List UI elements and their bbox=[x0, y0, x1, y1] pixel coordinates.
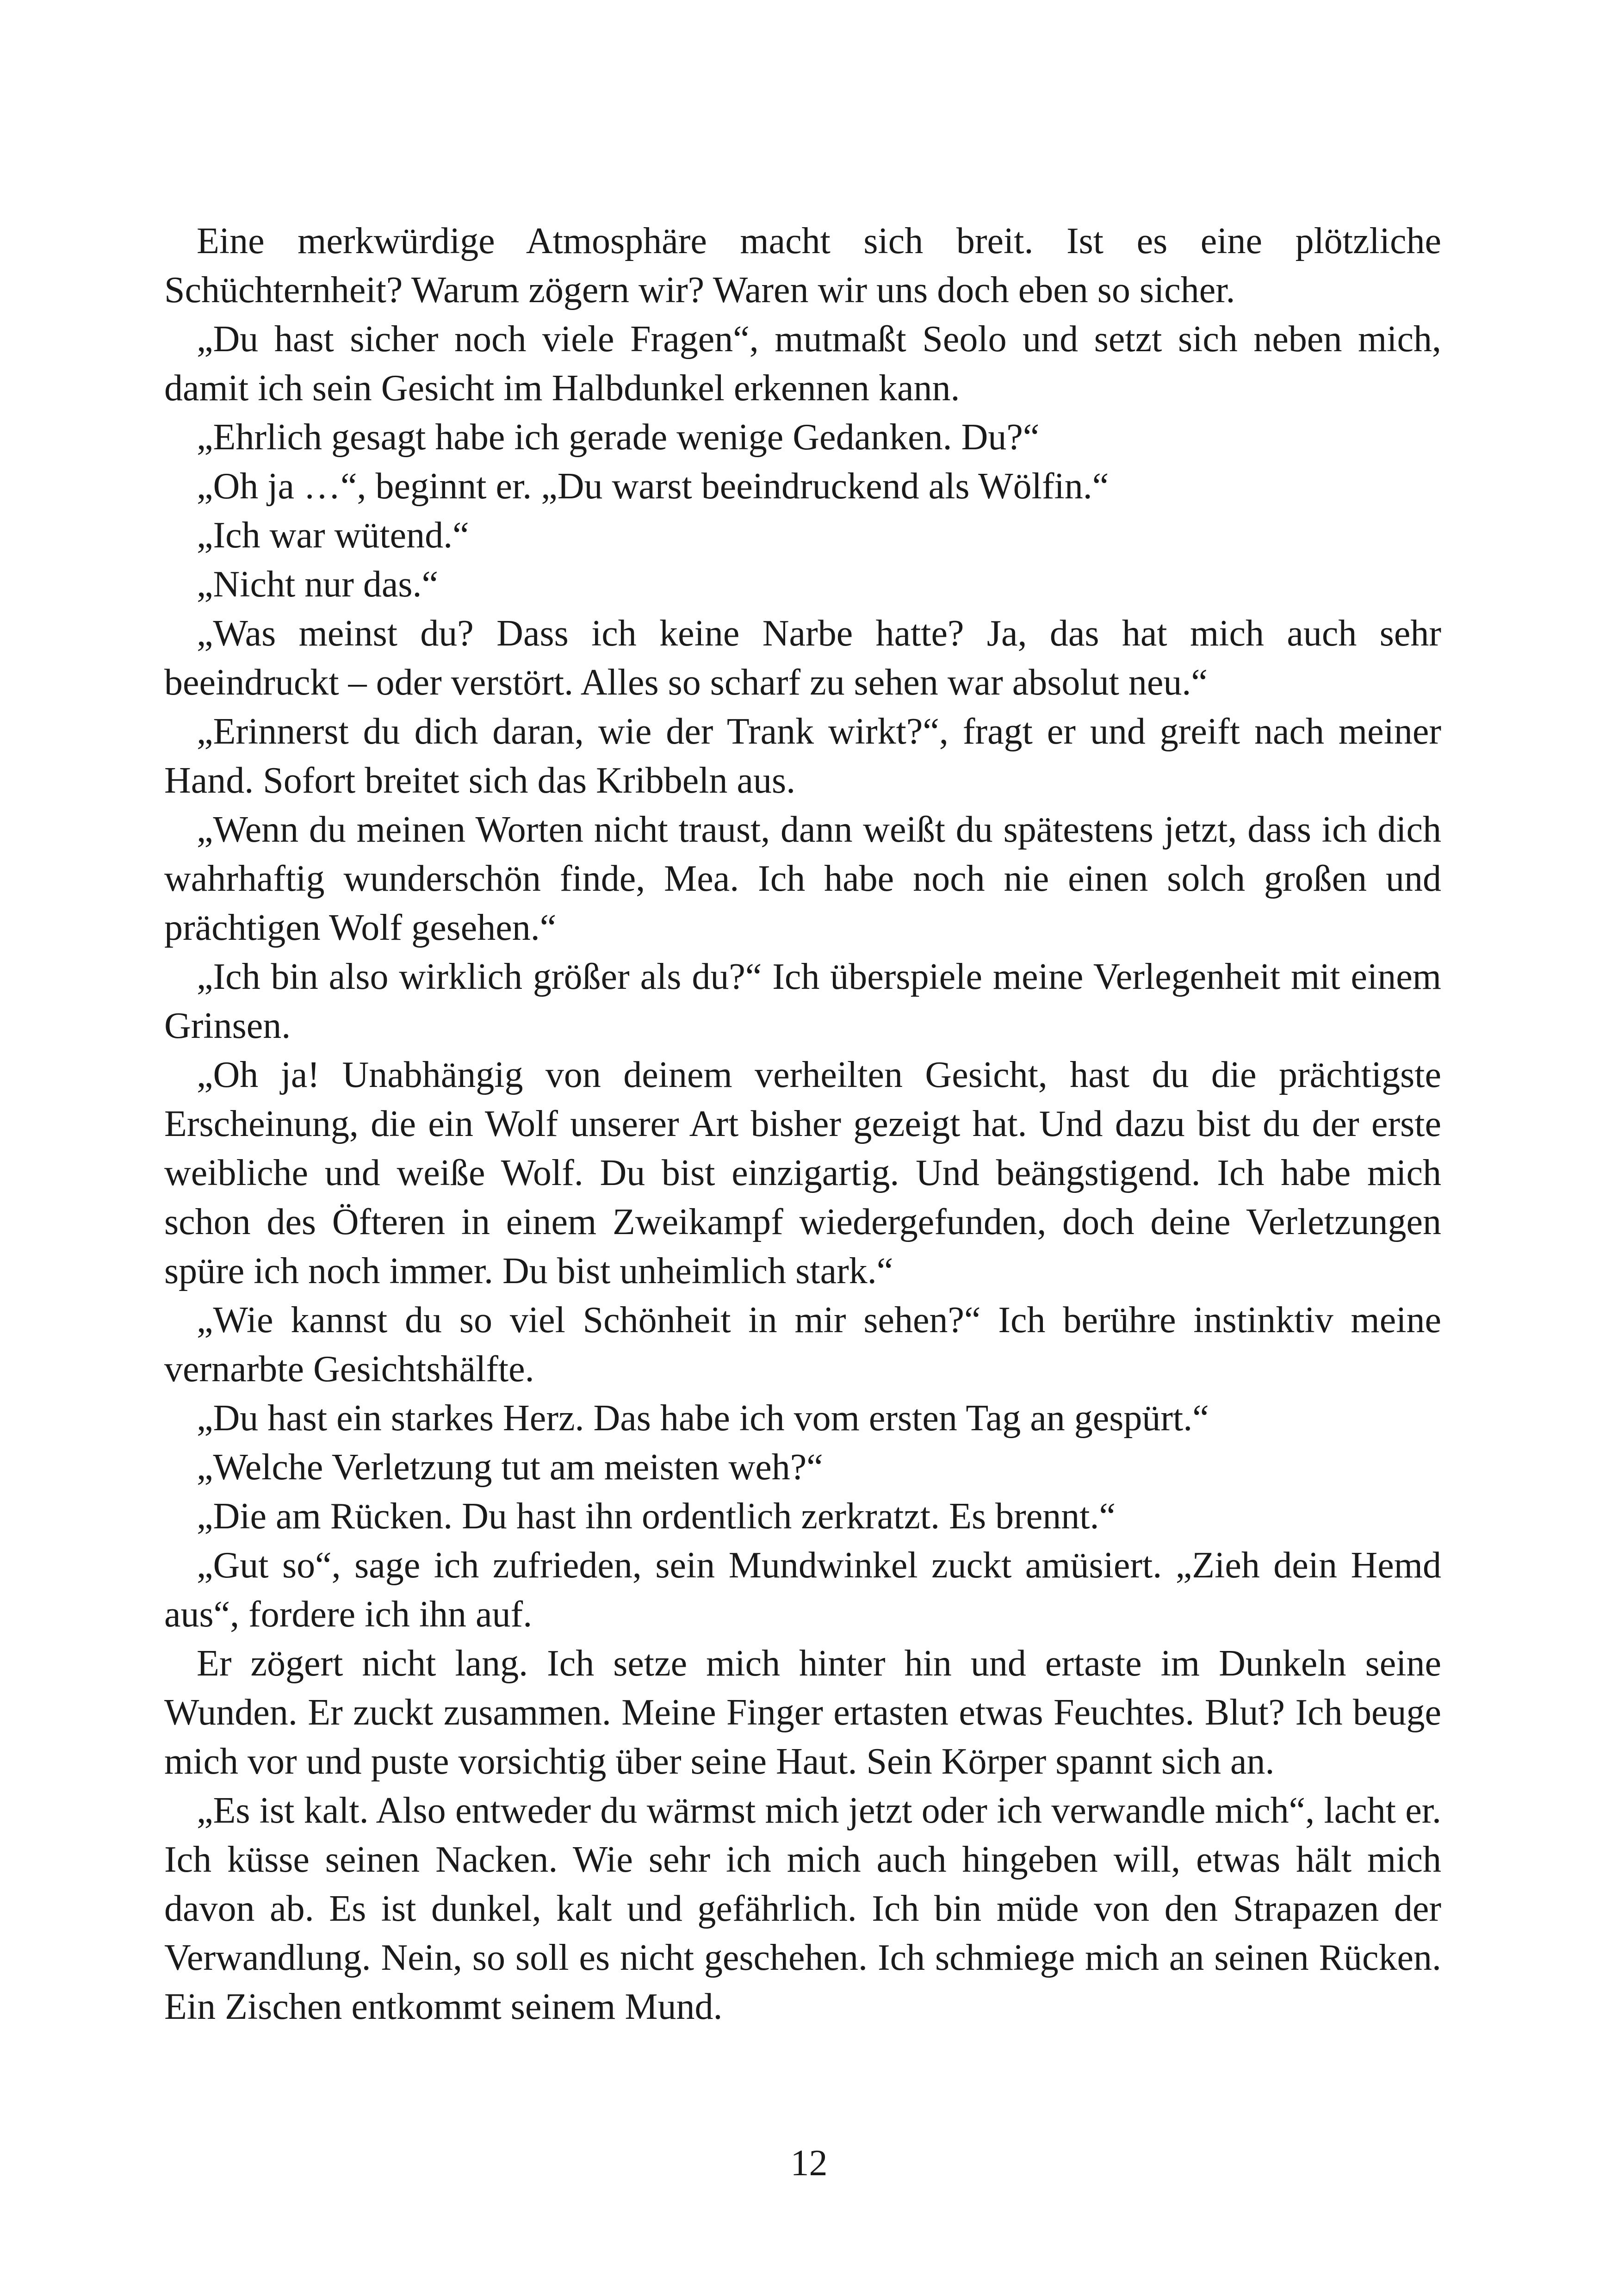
body-text bbox=[164, 217, 1441, 2031]
page-number: 12 bbox=[790, 2143, 828, 2184]
paragraph: Eine merkwürdige Atmosphäre macht sich breit. Ist es eine plötzliche Schüchternheit? Warum zögern wir? Waren wir uns doch eben so sicher. bbox=[164, 221, 1441, 310]
paragraph: „Ich war wütend.“ bbox=[197, 515, 469, 556]
paragraph: „Erinnerst du dich daran, wie der Trank wirkt?“, fragt er und greift nach meiner Hand. Sofort breitet sich das Kribbeln aus. bbox=[164, 711, 1441, 801]
paragraph: „Ich bin also wirklich größer als du?“ Ich überspiele meine Verlegenheit mit einem Grinsen. bbox=[164, 956, 1441, 1046]
paragraph: „Es ist kalt. Also entweder du wärmst mich jetzt oder ich verwandle mich“, lacht er. Ich küsse seinen Nacken. Wie sehr ich mich auch hingeben will, etwas hält mich davon ab. Es ist dunkel, kalt und gefährlich. Ich bin müde von den Strapazen der Verwandlung. Nein, so soll es nicht geschehen. Ich schmiege mich an seinen Rücken. Ein Zischen entkommt seinem Mund. bbox=[164, 1790, 1441, 2027]
paragraph: „Die am Rücken. Du hast ihn ordentlich zerkratzt. Es brennt.“ bbox=[197, 1496, 1116, 1537]
paragraph: „Oh ja! Unabhängig von deinem verheilten Gesicht, hast du die prächtigste Erscheinung, die ein Wolf unserer Art bisher gezeigt hat. Und dazu bist du der erste weibliche und weiße Wolf. Du bist einzigartig. Und beängstigend. Ich habe mich schon des Öfteren in einem Zweikampf wiedergefunden, doch deine Verletzungen spüre ich noch immer. Du bist unheimlich stark.“ bbox=[164, 1055, 1441, 1291]
paragraph: „Ehrlich gesagt habe ich gerade wenige Gedanken. Du?“ bbox=[197, 417, 1040, 458]
paragraph: „Nicht nur das.“ bbox=[197, 564, 439, 605]
paragraph: „Wie kannst du so viel Schönheit in mir sehen?“ Ich berühre instinktiv meine vernarbte Gesichtshälfte. bbox=[164, 1300, 1441, 1390]
paragraph: „Was meinst du? Dass ich keine Narbe hatte? Ja, das hat mich auch sehr beeindruckt – oder verstört. Alles so scharf zu sehen war absolut neu.“ bbox=[164, 613, 1441, 703]
paragraph: „Du hast ein starkes Herz. Das habe ich vom ersten Tag an gespürt.“ bbox=[197, 1398, 1209, 1439]
paragraph: Er zögert nicht lang. Ich setze mich hinter hin und ertaste im Dunkeln seine Wunden. Er zuckt zusammen. Meine Finger ertasten etwas Feuchtes. Blut? Ich beuge mich vor und puste vorsichtig über seine Haut. Sein Körper spannt sich an. bbox=[164, 1643, 1441, 1782]
paragraph: „Du hast sicher noch viele Fragen“, mutmaßt Seolo und setzt sich neben mich, damit ich sein Gesicht im Halbdunkel erkennen kann. bbox=[164, 319, 1441, 409]
paragraph: „Welche Verletzung tut am meisten weh?“ bbox=[197, 1447, 823, 1488]
paragraph: „Wenn du meinen Worten nicht traust, dann weißt du spätestens jetzt, dass ich dich wahrhaftig wunderschön finde, Mea. Ich habe noch nie einen solch großen und prächtigen Wolf gesehen.“ bbox=[164, 809, 1441, 948]
paragraph: „Oh ja …“, beginnt er. „Du warst beeindruckend als Wölfin.“ bbox=[197, 466, 1109, 507]
paragraph: „Gut so“, sage ich zufrieden, sein Mundwinkel zuckt amüsiert. „Zieh dein Hemd aus“, fordere ich ihn auf. bbox=[164, 1545, 1441, 1635]
